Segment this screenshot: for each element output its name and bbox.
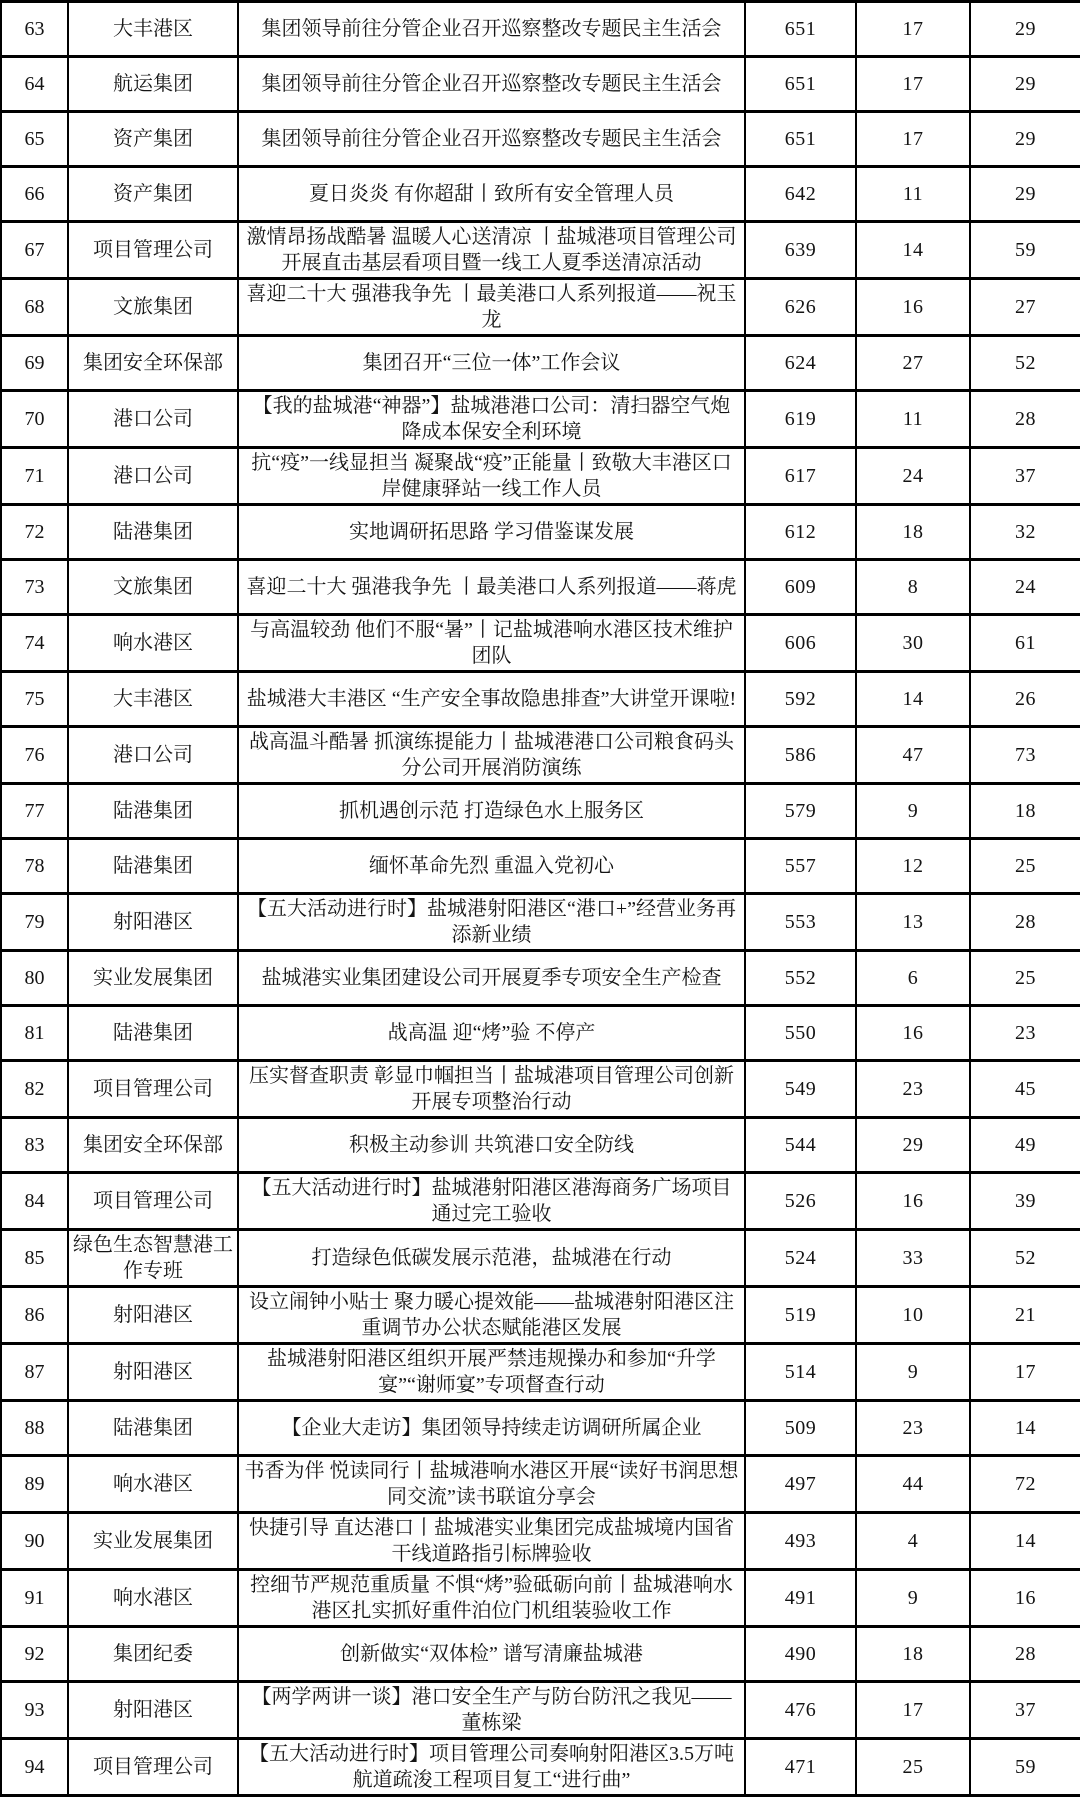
col6-cell: 61 [970, 615, 1080, 672]
table-row [1, 1513, 1080, 1570]
col4-cell: 624 [745, 336, 856, 391]
rank-cell: 87 [1, 1344, 68, 1401]
col4-cell: 526 [745, 1173, 856, 1230]
col6-cell: 45 [970, 1061, 1080, 1118]
col6-cell: 27 [970, 279, 1080, 336]
col5-cell: 18 [856, 1627, 970, 1682]
col6-cell: 32 [970, 505, 1080, 560]
col6-cell: 52 [970, 1230, 1080, 1287]
col6-cell: 14 [970, 1401, 1080, 1456]
table-row [1, 615, 1080, 672]
col4-cell: 642 [745, 167, 856, 222]
rank-cell: 73 [1, 560, 68, 615]
col6-cell: 16 [970, 1570, 1080, 1627]
table-row [1, 336, 1080, 391]
org-cell: 射阳港区 [68, 1344, 238, 1401]
org-cell: 陆港集团 [68, 1006, 238, 1061]
table-row [1, 951, 1080, 1006]
title-cell: 书香为伴 悦读同行丨盐城港响水港区开展“读好书润思想同交流”读书联谊分享会 [238, 1456, 745, 1513]
col4-cell: 586 [745, 727, 856, 784]
org-cell: 港口公司 [68, 727, 238, 784]
org-cell: 项目管理公司 [68, 1739, 238, 1796]
org-cell: 集团安全环保部 [68, 336, 238, 391]
org-cell: 实业发展集团 [68, 951, 238, 1006]
org-cell: 陆港集团 [68, 505, 238, 560]
rank-cell: 66 [1, 167, 68, 222]
col6-cell: 52 [970, 336, 1080, 391]
col5-cell: 23 [856, 1061, 970, 1118]
rank-cell: 69 [1, 336, 68, 391]
org-cell: 集团纪委 [68, 1627, 238, 1682]
col5-cell: 16 [856, 1173, 970, 1230]
col5-cell: 17 [856, 112, 970, 167]
col4-cell: 612 [745, 505, 856, 560]
table-row [1, 727, 1080, 784]
table-row [1, 1456, 1080, 1513]
col5-cell: 18 [856, 505, 970, 560]
col6-cell: 26 [970, 672, 1080, 727]
col5-cell: 47 [856, 727, 970, 784]
rank-cell: 84 [1, 1173, 68, 1230]
rank-cell: 88 [1, 1401, 68, 1456]
org-cell: 射阳港区 [68, 894, 238, 951]
table-row [1, 1401, 1080, 1456]
table-row [1, 391, 1080, 448]
title-cell: 【两学两讲一谈】港口安全生产与防台防汛之我见——董栋梁 [238, 1682, 745, 1739]
col4-cell: 476 [745, 1682, 856, 1739]
col6-cell: 29 [970, 57, 1080, 112]
rank-cell: 68 [1, 279, 68, 336]
org-cell: 实业发展集团 [68, 1513, 238, 1570]
col5-cell: 17 [856, 1682, 970, 1739]
title-cell: 打造绿色低碳发展示范港，盐城港在行动 [238, 1230, 745, 1287]
rank-cell: 70 [1, 391, 68, 448]
col6-cell: 49 [970, 1118, 1080, 1173]
title-cell: 实地调研拓思路 学习借鉴谋发展 [238, 505, 745, 560]
org-cell: 大丰港区 [68, 672, 238, 727]
col6-cell: 39 [970, 1173, 1080, 1230]
rank-cell: 76 [1, 727, 68, 784]
org-cell: 陆港集团 [68, 784, 238, 839]
rank-cell: 94 [1, 1739, 68, 1796]
table-row [1, 1061, 1080, 1118]
col5-cell: 9 [856, 1344, 970, 1401]
title-cell: 缅怀革命先烈 重温入党初心 [238, 839, 745, 894]
title-cell: 【五大活动进行时】盐城港射阳港区港海商务广场项目通过完工验收 [238, 1173, 745, 1230]
title-cell: 创新做实“双体检” 谱写清廉盐城港 [238, 1627, 745, 1682]
table-row [1, 1006, 1080, 1061]
table-row [1, 784, 1080, 839]
col5-cell: 25 [856, 1739, 970, 1796]
col4-cell: 651 [745, 57, 856, 112]
col5-cell: 6 [856, 951, 970, 1006]
col4-cell: 579 [745, 784, 856, 839]
col4-cell: 617 [745, 448, 856, 505]
col5-cell: 9 [856, 1570, 970, 1627]
rank-cell: 82 [1, 1061, 68, 1118]
org-cell: 港口公司 [68, 448, 238, 505]
title-cell: 战高温斗酷暑 抓演练提能力丨盐城港港口公司粮食码头分公司开展消防演练 [238, 727, 745, 784]
table-row [1, 1287, 1080, 1344]
title-cell: 盐城港大丰港区 “生产安全事故隐患排查”大讲堂开课啦! [238, 672, 745, 727]
col4-cell: 549 [745, 1061, 856, 1118]
col6-cell: 28 [970, 894, 1080, 951]
col5-cell: 24 [856, 448, 970, 505]
col5-cell: 11 [856, 167, 970, 222]
col5-cell: 8 [856, 560, 970, 615]
org-cell: 响水港区 [68, 1456, 238, 1513]
table-row [1, 672, 1080, 727]
table-row [1, 1230, 1080, 1287]
col5-cell: 29 [856, 1118, 970, 1173]
rank-cell: 93 [1, 1682, 68, 1739]
col6-cell: 24 [970, 560, 1080, 615]
rank-cell: 75 [1, 672, 68, 727]
col5-cell: 9 [856, 784, 970, 839]
title-cell: 喜迎二十大 强港我争先 丨最美港口人系列报道——祝玉龙 [238, 279, 745, 336]
org-cell: 陆港集团 [68, 1401, 238, 1456]
table-row [1, 1173, 1080, 1230]
col4-cell: 552 [745, 951, 856, 1006]
col5-cell: 16 [856, 1006, 970, 1061]
table-row [1, 167, 1080, 222]
col4-cell: 651 [745, 2, 856, 57]
table-row [1, 560, 1080, 615]
col4-cell: 606 [745, 615, 856, 672]
title-cell: 激情昂扬战酷暑 温暖人心送清凉 丨盐城港项目管理公司开展直击基层看项目暨一线工人夏季送清凉活动 [238, 222, 745, 279]
col5-cell: 44 [856, 1456, 970, 1513]
rank-cell: 90 [1, 1513, 68, 1570]
col5-cell: 13 [856, 894, 970, 951]
title-cell: 压实督查职责 彰显巾帼担当丨盐城港项目管理公司创新开展专项整治行动 [238, 1061, 745, 1118]
col5-cell: 17 [856, 57, 970, 112]
table-row [1, 1118, 1080, 1173]
org-cell: 响水港区 [68, 615, 238, 672]
title-cell: 【五大活动进行时】项目管理公司奏响射阳港区3.5万吨航道疏浚工程项目复工“进行曲” [238, 1739, 745, 1796]
col6-cell: 37 [970, 1682, 1080, 1739]
col4-cell: 639 [745, 222, 856, 279]
org-cell: 资产集团 [68, 167, 238, 222]
col5-cell: 14 [856, 222, 970, 279]
table-body [1, 2, 1080, 1796]
table-row [1, 222, 1080, 279]
col5-cell: 30 [856, 615, 970, 672]
col6-cell: 37 [970, 448, 1080, 505]
col6-cell: 59 [970, 1739, 1080, 1796]
org-cell: 陆港集团 [68, 839, 238, 894]
rank-cell: 71 [1, 448, 68, 505]
title-cell: 集团领导前往分管企业召开巡察整改专题民主生活会 [238, 57, 745, 112]
rank-cell: 83 [1, 1118, 68, 1173]
rank-cell: 85 [1, 1230, 68, 1287]
org-cell: 项目管理公司 [68, 1061, 238, 1118]
col4-cell: 491 [745, 1570, 856, 1627]
title-cell: 控细节严规范重质量 不惧“烤”验砥砺向前丨盐城港响水港区扎实抓好重件泊位门机组装验收工作 [238, 1570, 745, 1627]
rank-cell: 67 [1, 222, 68, 279]
col6-cell: 21 [970, 1287, 1080, 1344]
org-cell: 文旅集团 [68, 560, 238, 615]
col5-cell: 10 [856, 1287, 970, 1344]
col6-cell: 73 [970, 727, 1080, 784]
col6-cell: 28 [970, 1627, 1080, 1682]
col6-cell: 72 [970, 1456, 1080, 1513]
rank-cell: 89 [1, 1456, 68, 1513]
rank-cell: 64 [1, 57, 68, 112]
org-cell: 响水港区 [68, 1570, 238, 1627]
col4-cell: 509 [745, 1401, 856, 1456]
rank-cell: 86 [1, 1287, 68, 1344]
col6-cell: 29 [970, 112, 1080, 167]
title-cell: 抓机遇创示范 打造绿色水上服务区 [238, 784, 745, 839]
col5-cell: 27 [856, 336, 970, 391]
col5-cell: 23 [856, 1401, 970, 1456]
col6-cell: 28 [970, 391, 1080, 448]
table-row [1, 1627, 1080, 1682]
title-cell: 夏日炎炎 有你超甜丨致所有安全管理人员 [238, 167, 745, 222]
col4-cell: 619 [745, 391, 856, 448]
title-cell: 盐城港实业集团建设公司开展夏季专项安全生产检查 [238, 951, 745, 1006]
title-cell: 喜迎二十大 强港我争先 丨最美港口人系列报道——蒋虎 [238, 560, 745, 615]
col5-cell: 33 [856, 1230, 970, 1287]
org-cell: 项目管理公司 [68, 222, 238, 279]
col5-cell: 16 [856, 279, 970, 336]
title-cell: 设立闹钟小贴士 聚力暖心提效能——盐城港射阳港区注重调节办公状态赋能港区发展 [238, 1287, 745, 1344]
rank-cell: 72 [1, 505, 68, 560]
col5-cell: 14 [856, 672, 970, 727]
col4-cell: 493 [745, 1513, 856, 1570]
col6-cell: 25 [970, 951, 1080, 1006]
col6-cell: 29 [970, 2, 1080, 57]
org-cell: 资产集团 [68, 112, 238, 167]
col5-cell: 4 [856, 1513, 970, 1570]
rank-cell: 79 [1, 894, 68, 951]
rank-cell: 74 [1, 615, 68, 672]
title-cell: 与高温较劲 他们不服“暑”丨记盐城港响水港区技术维护团队 [238, 615, 745, 672]
title-cell: 快捷引导 直达港口丨盐城港实业集团完成盐城境内国省干线道路指引标牌验收 [238, 1513, 745, 1570]
rank-cell: 78 [1, 839, 68, 894]
org-cell: 射阳港区 [68, 1682, 238, 1739]
col4-cell: 544 [745, 1118, 856, 1173]
col4-cell: 626 [745, 279, 856, 336]
title-cell: 集团召开“三位一体”工作会议 [238, 336, 745, 391]
rank-cell: 63 [1, 2, 68, 57]
table-row [1, 279, 1080, 336]
col4-cell: 592 [745, 672, 856, 727]
col6-cell: 25 [970, 839, 1080, 894]
title-cell: 集团领导前往分管企业召开巡察整改专题民主生活会 [238, 2, 745, 57]
title-cell: 战高温 迎“烤”验 不停产 [238, 1006, 745, 1061]
col6-cell: 59 [970, 222, 1080, 279]
table-row [1, 57, 1080, 112]
org-cell: 港口公司 [68, 391, 238, 448]
col6-cell: 29 [970, 167, 1080, 222]
table-row [1, 448, 1080, 505]
rank-cell: 80 [1, 951, 68, 1006]
col4-cell: 519 [745, 1287, 856, 1344]
col4-cell: 524 [745, 1230, 856, 1287]
col5-cell: 11 [856, 391, 970, 448]
rank-cell: 77 [1, 784, 68, 839]
col6-cell: 17 [970, 1344, 1080, 1401]
title-cell: 盐城港射阳港区组织开展严禁违规操办和参加“升学宴”“谢师宴”专项督查行动 [238, 1344, 745, 1401]
table-row [1, 1682, 1080, 1739]
org-cell: 大丰港区 [68, 2, 238, 57]
table-row [1, 1570, 1080, 1627]
col4-cell: 497 [745, 1456, 856, 1513]
col4-cell: 609 [745, 560, 856, 615]
title-cell: 抗“疫”一线显担当 凝聚战“疫”正能量丨致敬大丰港区口岸健康驿站一线工作人员 [238, 448, 745, 505]
col5-cell: 17 [856, 2, 970, 57]
org-cell: 集团安全环保部 [68, 1118, 238, 1173]
col4-cell: 490 [745, 1627, 856, 1682]
rank-cell: 81 [1, 1006, 68, 1061]
rank-cell: 92 [1, 1627, 68, 1682]
title-cell: 【五大活动进行时】盐城港射阳港区“港口+”经营业务再添新业绩 [238, 894, 745, 951]
org-cell: 航运集团 [68, 57, 238, 112]
col5-cell: 12 [856, 839, 970, 894]
table-row [1, 1344, 1080, 1401]
col4-cell: 514 [745, 1344, 856, 1401]
org-cell: 射阳港区 [68, 1287, 238, 1344]
table-row [1, 505, 1080, 560]
org-cell: 文旅集团 [68, 279, 238, 336]
col4-cell: 553 [745, 894, 856, 951]
col4-cell: 651 [745, 112, 856, 167]
table-row [1, 1739, 1080, 1796]
title-cell: 【我的盐城港“神器”】盐城港港口公司：清扫器空气炮降成本保安全利环境 [238, 391, 745, 448]
title-cell: 积极主动参训 共筑港口安全防线 [238, 1118, 745, 1173]
col4-cell: 471 [745, 1739, 856, 1796]
org-cell: 项目管理公司 [68, 1173, 238, 1230]
title-cell: 【企业大走访】集团领导持续走访调研所属企业 [238, 1401, 745, 1456]
table-row [1, 839, 1080, 894]
table-row [1, 112, 1080, 167]
table-row [1, 894, 1080, 951]
rank-cell: 65 [1, 112, 68, 167]
org-cell: 绿色生态智慧港工作专班 [68, 1230, 238, 1287]
rank-cell: 91 [1, 1570, 68, 1627]
title-cell: 集团领导前往分管企业召开巡察整改专题民主生活会 [238, 112, 745, 167]
col6-cell: 18 [970, 784, 1080, 839]
col4-cell: 550 [745, 1006, 856, 1061]
col6-cell: 14 [970, 1513, 1080, 1570]
table-row [1, 2, 1080, 57]
col4-cell: 557 [745, 839, 856, 894]
col6-cell: 23 [970, 1006, 1080, 1061]
